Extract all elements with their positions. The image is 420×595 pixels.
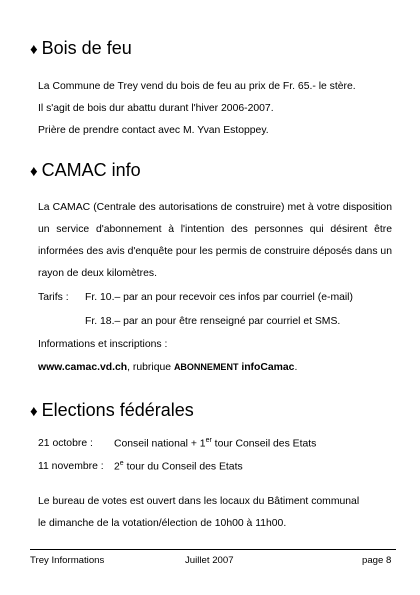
election-sup-2: e <box>119 460 124 467</box>
heading-camac-info <box>30 160 141 181</box>
camac-link-line <box>38 362 297 373</box>
heading-bois-de-feu <box>30 38 132 59</box>
tarif-1: Fr. 10.– par an pour recevoir ces infos par courriel (e-mail) <box>85 292 353 303</box>
tarifs-label: Tarifs : <box>38 292 69 303</box>
footer-divider <box>30 549 396 550</box>
election-desc-1a: Conseil national + 1 <box>114 438 206 450</box>
election-desc-2a: 2 <box>114 461 120 473</box>
diamond-bullet-icon: ♦ <box>30 163 38 180</box>
bureau-line-1: Le bureau de votes est ouvert dans les locaux du Bâtiment communal <box>38 496 360 507</box>
footer-center: Juillet 2007 <box>185 555 234 566</box>
election-date-2: 11 novembre : <box>38 461 104 473</box>
election-row-2 <box>38 460 243 472</box>
bois-line-3: Prière de prendre contact avec M. Yvan Estoppey. <box>38 125 269 136</box>
footer-left: Trey Informations <box>30 555 105 566</box>
bureau-text <box>38 491 392 535</box>
heading-title: Bois de feu <box>41 38 132 58</box>
election-row-1 <box>38 437 316 449</box>
election-desc-1b: tour Conseil des Etats <box>211 438 317 450</box>
election-sup-1: er <box>205 437 212 444</box>
bois-de-feu-text <box>38 76 392 142</box>
rubrique-text: , rubrique <box>127 362 172 373</box>
bois-line-1: La Commune de Trey vend du bois de feu au prix de Fr. 65.- le stère. <box>38 81 356 92</box>
tarif-2: Fr. 18.– par an pour être renseigné par courriel et SMS. <box>85 316 341 327</box>
bureau-line-2: le dimanche de la votation/élection de 10h00 à 11h00. <box>38 518 287 529</box>
camac-paragraph: La CAMAC (Centrale des autorisations de construire) met à votre disposition un service d'abonnement à l'intention des personnes qui désirent être informées des avis d'enquête pour les permis de construire déposés dans un rayon de deux kilomètres. <box>38 202 392 279</box>
camac-url-link[interactable]: www.camac.vd.ch <box>38 362 128 373</box>
heading-title: Elections fédérales <box>41 400 194 420</box>
election-date-1: 21 octobre : <box>38 438 93 450</box>
diamond-bullet-icon: ♦ <box>30 403 38 420</box>
diamond-bullet-icon: ♦ <box>30 41 38 58</box>
footer-page-number: page 8 <box>362 555 392 566</box>
bois-line-2: Il s'agit de bois dur abattu durant l'hiver 2006-2007. <box>38 103 274 114</box>
heading-title: CAMAC info <box>41 160 141 180</box>
end-period: . <box>294 362 298 373</box>
abonnement-label: ABONNEMENT <box>173 362 239 372</box>
infocamac-label: infoCamac <box>241 362 295 373</box>
heading-elections-federales <box>30 400 194 421</box>
info-label: Informations et inscriptions : <box>38 339 168 350</box>
election-desc-2b: tour du Conseil des Etats <box>123 461 243 473</box>
